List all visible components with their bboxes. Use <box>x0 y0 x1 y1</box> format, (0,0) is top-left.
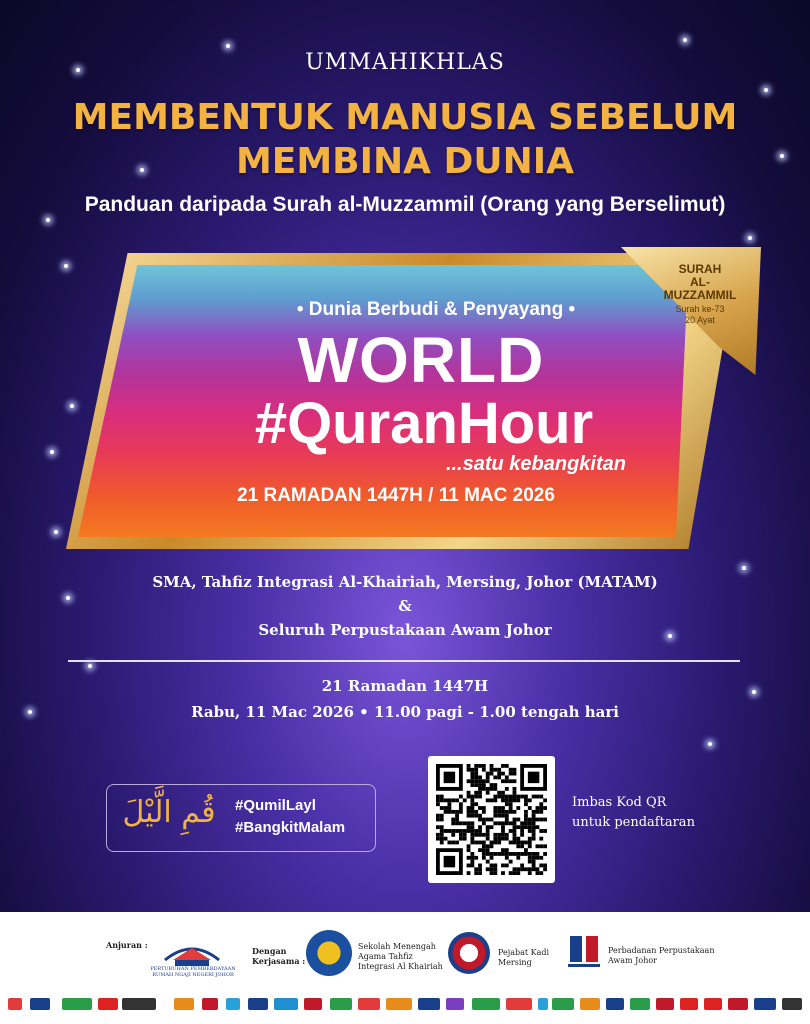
star <box>742 566 746 570</box>
partner-logo <box>330 998 352 1010</box>
headline-line-1: MEMBENTUK MANUSIA SEBELUM <box>72 97 738 138</box>
registration-qr-code[interactable] <box>428 756 555 883</box>
partner-logo <box>704 998 722 1010</box>
hashtag-bangkitmalam: #BangkitMalam <box>235 819 346 836</box>
qr-code-pattern <box>436 764 547 875</box>
qr-caption-line-2: untuk pendaftaran <box>572 815 695 830</box>
partner-logo <box>656 998 674 1010</box>
partner-logo <box>782 998 802 1010</box>
partner-logo <box>248 998 268 1010</box>
banner-date: 21 RAMADAN 1447H / 11 MAC 2026 <box>237 485 555 506</box>
kadi-line-1: Pejabat Kadi <box>498 948 550 957</box>
kadi-emblem <box>448 932 490 974</box>
partner-logo <box>446 998 464 1010</box>
partner-logo <box>680 998 698 1010</box>
event-date-time: Rabu, 11 Mac 2026 • 11.00 pagi - 1.00 tengah hari <box>191 703 619 721</box>
event-banner <box>66 253 750 549</box>
sekolah-line-1: Sekolah Menengah <box>358 942 436 951</box>
venue-line-2: Seluruh Perpustakaan Awam Johor <box>258 621 552 639</box>
pprn-name: PERTUBUHAN PEMBERDAYAAN RUMAH NGAJI NEGERI JOHOR <box>150 966 236 978</box>
partner-logo <box>202 998 218 1010</box>
partner-logo <box>552 998 574 1010</box>
arabic-calligraphy: قُمِ الَّيْلَ <box>122 795 216 830</box>
partner-logo <box>606 998 624 1010</box>
sekolah-name <box>358 942 443 972</box>
partner-logo <box>630 998 650 1010</box>
subheadline: Panduan daripada Surah al-Muzzammil (Orang yang Berselimut) <box>84 193 726 216</box>
library-line-1: Perbadanan Perpustakaan <box>608 946 715 955</box>
kadi-line-2: Mersing <box>498 958 532 967</box>
star <box>748 236 752 240</box>
banner-tagline: • Dunia Berbudi & Penyayang • <box>296 299 576 320</box>
partner-logo <box>506 998 532 1010</box>
library-logo <box>566 932 602 970</box>
headline-line-2: MEMBINA DUNIA <box>235 141 575 182</box>
partner-logo <box>472 998 500 1010</box>
star <box>764 88 768 92</box>
library-line-2: Awam Johor <box>608 956 657 965</box>
partner-logo <box>62 998 92 1010</box>
qr-caption-line-1: Imbas Kod QR <box>572 795 667 810</box>
kerjasama-line-1: Dengan <box>252 946 287 956</box>
star <box>226 44 230 48</box>
seal-line-4: 20 Ayat <box>685 315 715 325</box>
sponsor-footer <box>0 912 810 1024</box>
partner-logo <box>122 998 156 1010</box>
star <box>88 664 92 668</box>
organizer-name: UMMAHIKHLAS <box>305 50 505 75</box>
partner-logo <box>386 998 412 1010</box>
partner-logo <box>728 998 748 1010</box>
partner-logo <box>8 998 22 1010</box>
partner-logo <box>274 998 298 1010</box>
library-name <box>608 946 714 966</box>
venue-ampersand: & <box>398 597 412 615</box>
hashtag-qumillayl: #QumilLayl <box>235 797 316 814</box>
partner-logo <box>174 998 194 1010</box>
banner-title-world: WORLD <box>297 324 545 396</box>
seal-line-3: Surah ke-73 <box>675 304 725 314</box>
partner-logo <box>538 998 548 1010</box>
star <box>46 218 50 222</box>
divider <box>68 660 740 662</box>
star <box>54 530 58 534</box>
partner-logo <box>358 998 380 1010</box>
partner-logo <box>30 998 50 1010</box>
partner-logo <box>304 998 322 1010</box>
kadi-name <box>498 948 549 968</box>
hashtag-box <box>106 784 376 852</box>
partner-logo <box>754 998 776 1010</box>
anjuran-label: Anjuran : <box>106 940 148 950</box>
partner-logo <box>580 998 600 1010</box>
sekolah-line-2: Agama Tahfiz <box>358 952 413 961</box>
star <box>708 742 712 746</box>
sekolah-line-3: Integrasi Al Khairiah <box>358 962 443 971</box>
headline <box>0 96 810 184</box>
partner-logo <box>418 998 440 1010</box>
kerjasama-line-2: Kerjasama : <box>252 956 306 966</box>
kerjasama-label <box>252 946 305 966</box>
seal-line-1: SURAH <box>678 262 722 276</box>
banner-title-quranhour: #QuranHour <box>254 391 594 456</box>
media-partner-logo-strip <box>4 998 806 1014</box>
sekolah-emblem <box>306 930 352 976</box>
partner-logo <box>98 998 118 1010</box>
surah-ribbon-text <box>654 263 746 326</box>
banner-slogan: ...satu kebangkitan <box>445 453 626 475</box>
partner-logo <box>226 998 240 1010</box>
star <box>683 38 687 42</box>
hijri-date: 21 Ramadan 1447H <box>321 677 489 695</box>
star <box>50 450 54 454</box>
venue-line-1: SMA, Tahfiz Integrasi Al-Khairiah, Mersing, Johor (MATAM) <box>152 573 658 591</box>
seal-line-2: AL-MUZZAMMIL <box>663 275 737 302</box>
